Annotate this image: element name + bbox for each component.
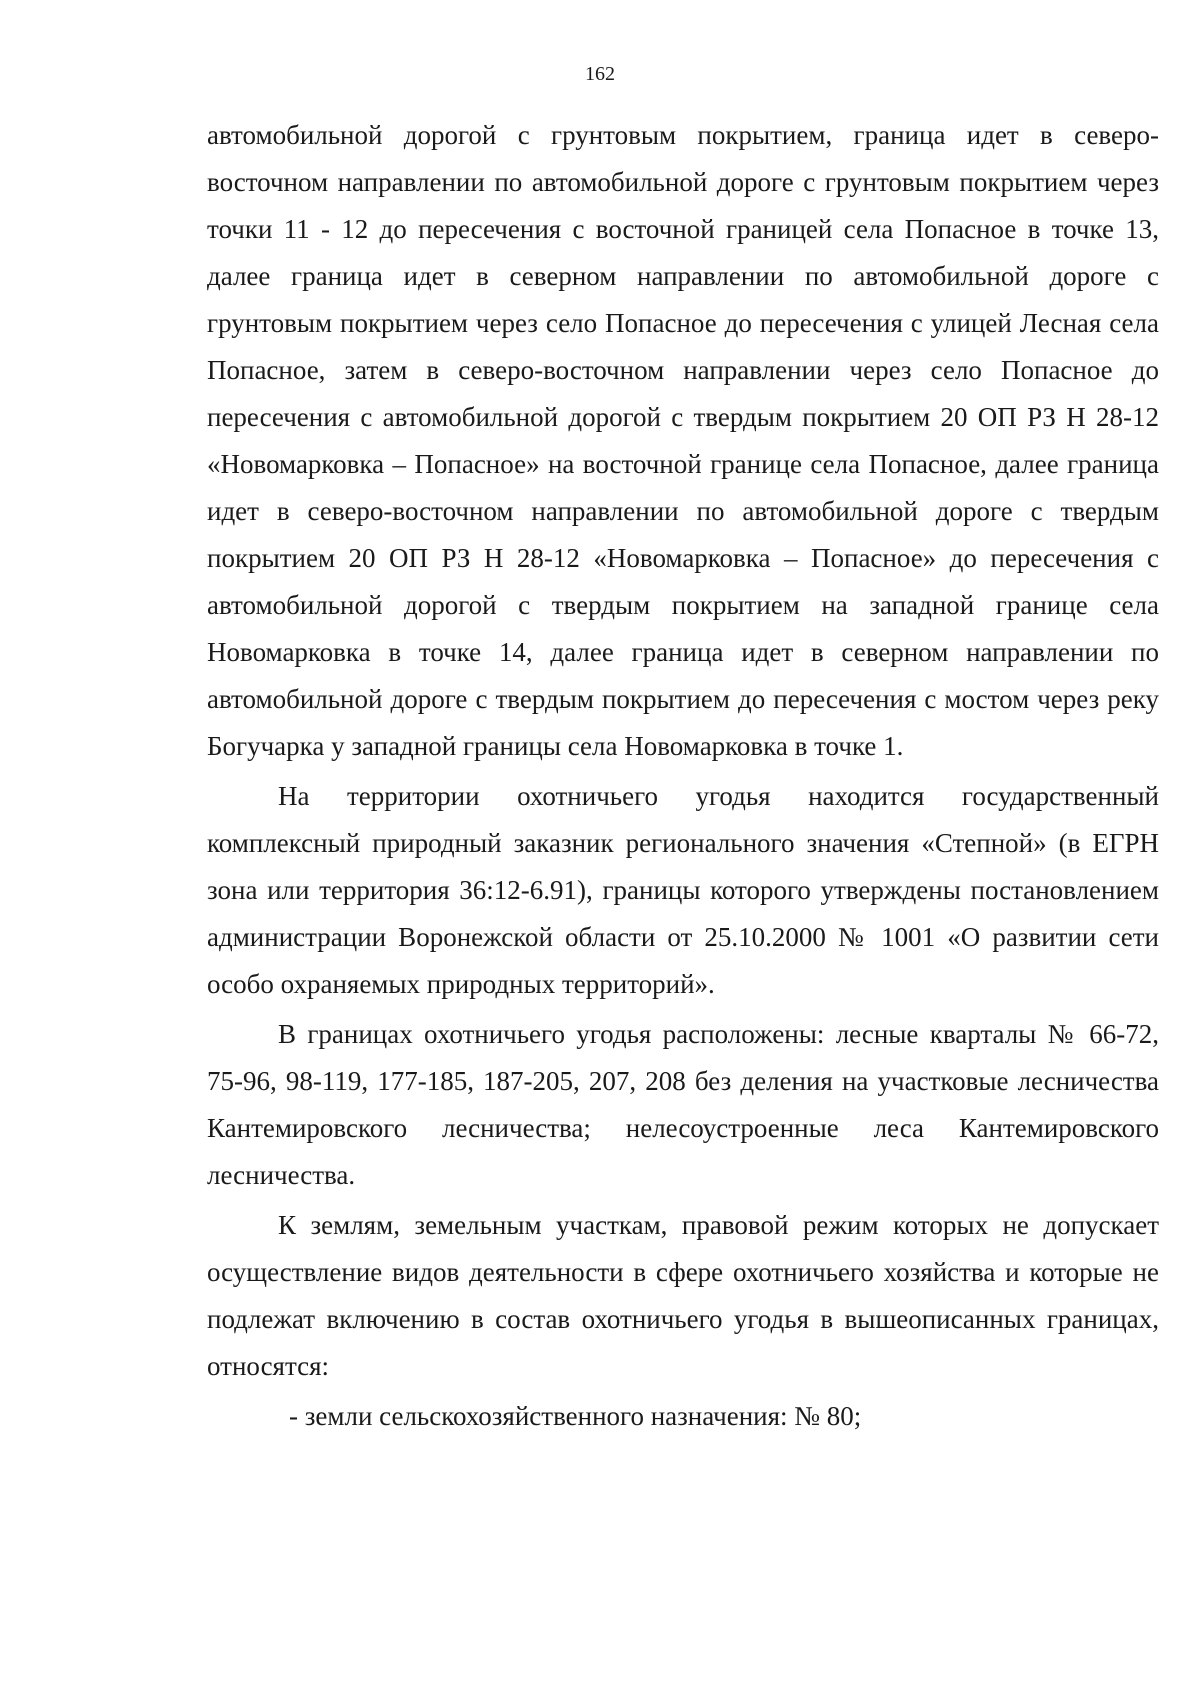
paragraph-forest-quarters: В границах охотничьего угодья расположены: лесные кварталы № 66-72, 75-96, 98-119, 177-185, 187-205, 207, 208 без деления на участковые лесничества Кантемировского лесничества; нелесоустроенные леса Кантемировского лесничества.: [207, 1019, 1159, 1190]
list-item-agricultural-lands: - земли сельскохозяйственного назначения: № 80;: [289, 1401, 862, 1431]
page-number: 162: [585, 63, 615, 85]
paragraph-nature-reserve: На территории охотничьего угодья находится государственный комплексный природный заказник регионального значения «Степной» (в ЕГРН зона или территория 36:12-6.91), границы которого утверждены постановлением администрации Воронежской области от 25.10.2000 № 1001 «О развитии сети особо охраняемых природных территорий».: [207, 781, 1159, 999]
paragraph-excluded-lands: К землям, земельным участкам, правовой режим которых не допускает осуществление видов деятельности в сфере охотничьего хозяйства и которые не подлежат включению в состав охотничьего угодья в вышеописанных границах, относятся:: [207, 1210, 1159, 1381]
paragraph-boundary-description: автомобильной дорогой с грунтовым покрытием, граница идет в северо-восточном направлении по автомобильной дороге с грунтовым покрытием через точки 11 - 12 до пересечения с восточной границей села Попасное в точке 13, далее граница идет в северном направлении по автомобильной дороге с грунтовым покрытием через село Попасное до пересечения с улицей Лесная села Попасное, затем в северо-восточном направлении через село Попасное до пересечения с автомобильной дорогой с твердым покрытием 20 ОП РЗ Н 28-12 «Новомарковка – Попасное» на восточной границе села Попасное, далее граница идет в северо-восточном направлении по автомобильной дороге с твердым покрытием 20 ОП РЗ Н 28-12 «Новомарковка – Попасное» до пересечения с автомобильной дорогой с твердым покрытием на западной границе села Новомарковка в точке 14, далее граница идет в северном направлении по автомобильной дороге с твердым покрытием до пересечения с мостом через реку Богучарка у западной границы села Новомарковка в точке 1.: [207, 120, 1159, 761]
document-body: [207, 112, 1159, 1440]
